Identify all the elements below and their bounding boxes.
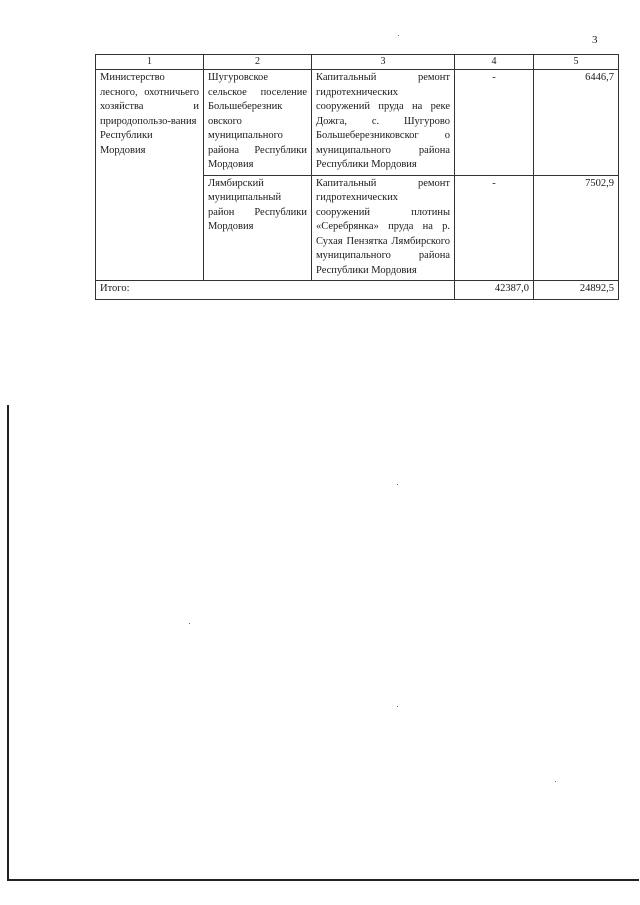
header-cell: 1 <box>96 55 204 70</box>
ministry-cell: Министерство лесного, охотничьего хозяйства и природопользо-вания Республики Мордовия <box>96 70 204 281</box>
budget-table <box>95 54 619 300</box>
header-cell: 5 <box>534 55 619 70</box>
scan-speck <box>397 484 398 485</box>
amount-col4-cell: - <box>455 175 534 281</box>
amount-col5-cell: 7502,9 <box>534 175 619 281</box>
total-row <box>96 281 619 300</box>
table-row <box>96 70 619 176</box>
amount-col4-cell: - <box>455 70 534 176</box>
total-col4: 42387,0 <box>455 281 534 300</box>
amount-col5-cell: 6446,7 <box>534 70 619 176</box>
total-col5: 24892,5 <box>534 281 619 300</box>
recipient-cell: Лямбирский муниципальный район Республики Мордовия <box>204 175 312 281</box>
header-cell: 2 <box>204 55 312 70</box>
scan-edge-left <box>7 405 9 880</box>
scan-speck <box>397 706 398 707</box>
object-cell: Капитальный ремонт гидротехнических сооружений плотины «Серебрянка» пруда на р. Сухая Пензятка Лямбирского муниципального района Республики Мордовия <box>312 175 455 281</box>
table-header-row <box>96 55 619 70</box>
scan-speck <box>555 781 556 782</box>
header-cell: 4 <box>455 55 534 70</box>
header-cell: 3 <box>312 55 455 70</box>
object-cell: Капитальный ремонт гидротехнических сооружений пруда на реке Дожга, с. Шугурово Большеберезниковског о муниципального района Республики Мордовия <box>312 70 455 176</box>
scan-speck <box>398 35 399 36</box>
page-number: 3 <box>592 34 598 46</box>
recipient-cell: Шугуровское сельское поселение Большеберезник овского муниципального района Республики Мордовия <box>204 70 312 176</box>
scan-speck <box>189 623 190 624</box>
total-label: Итого: <box>96 281 455 300</box>
scan-edge-bottom <box>7 879 639 881</box>
